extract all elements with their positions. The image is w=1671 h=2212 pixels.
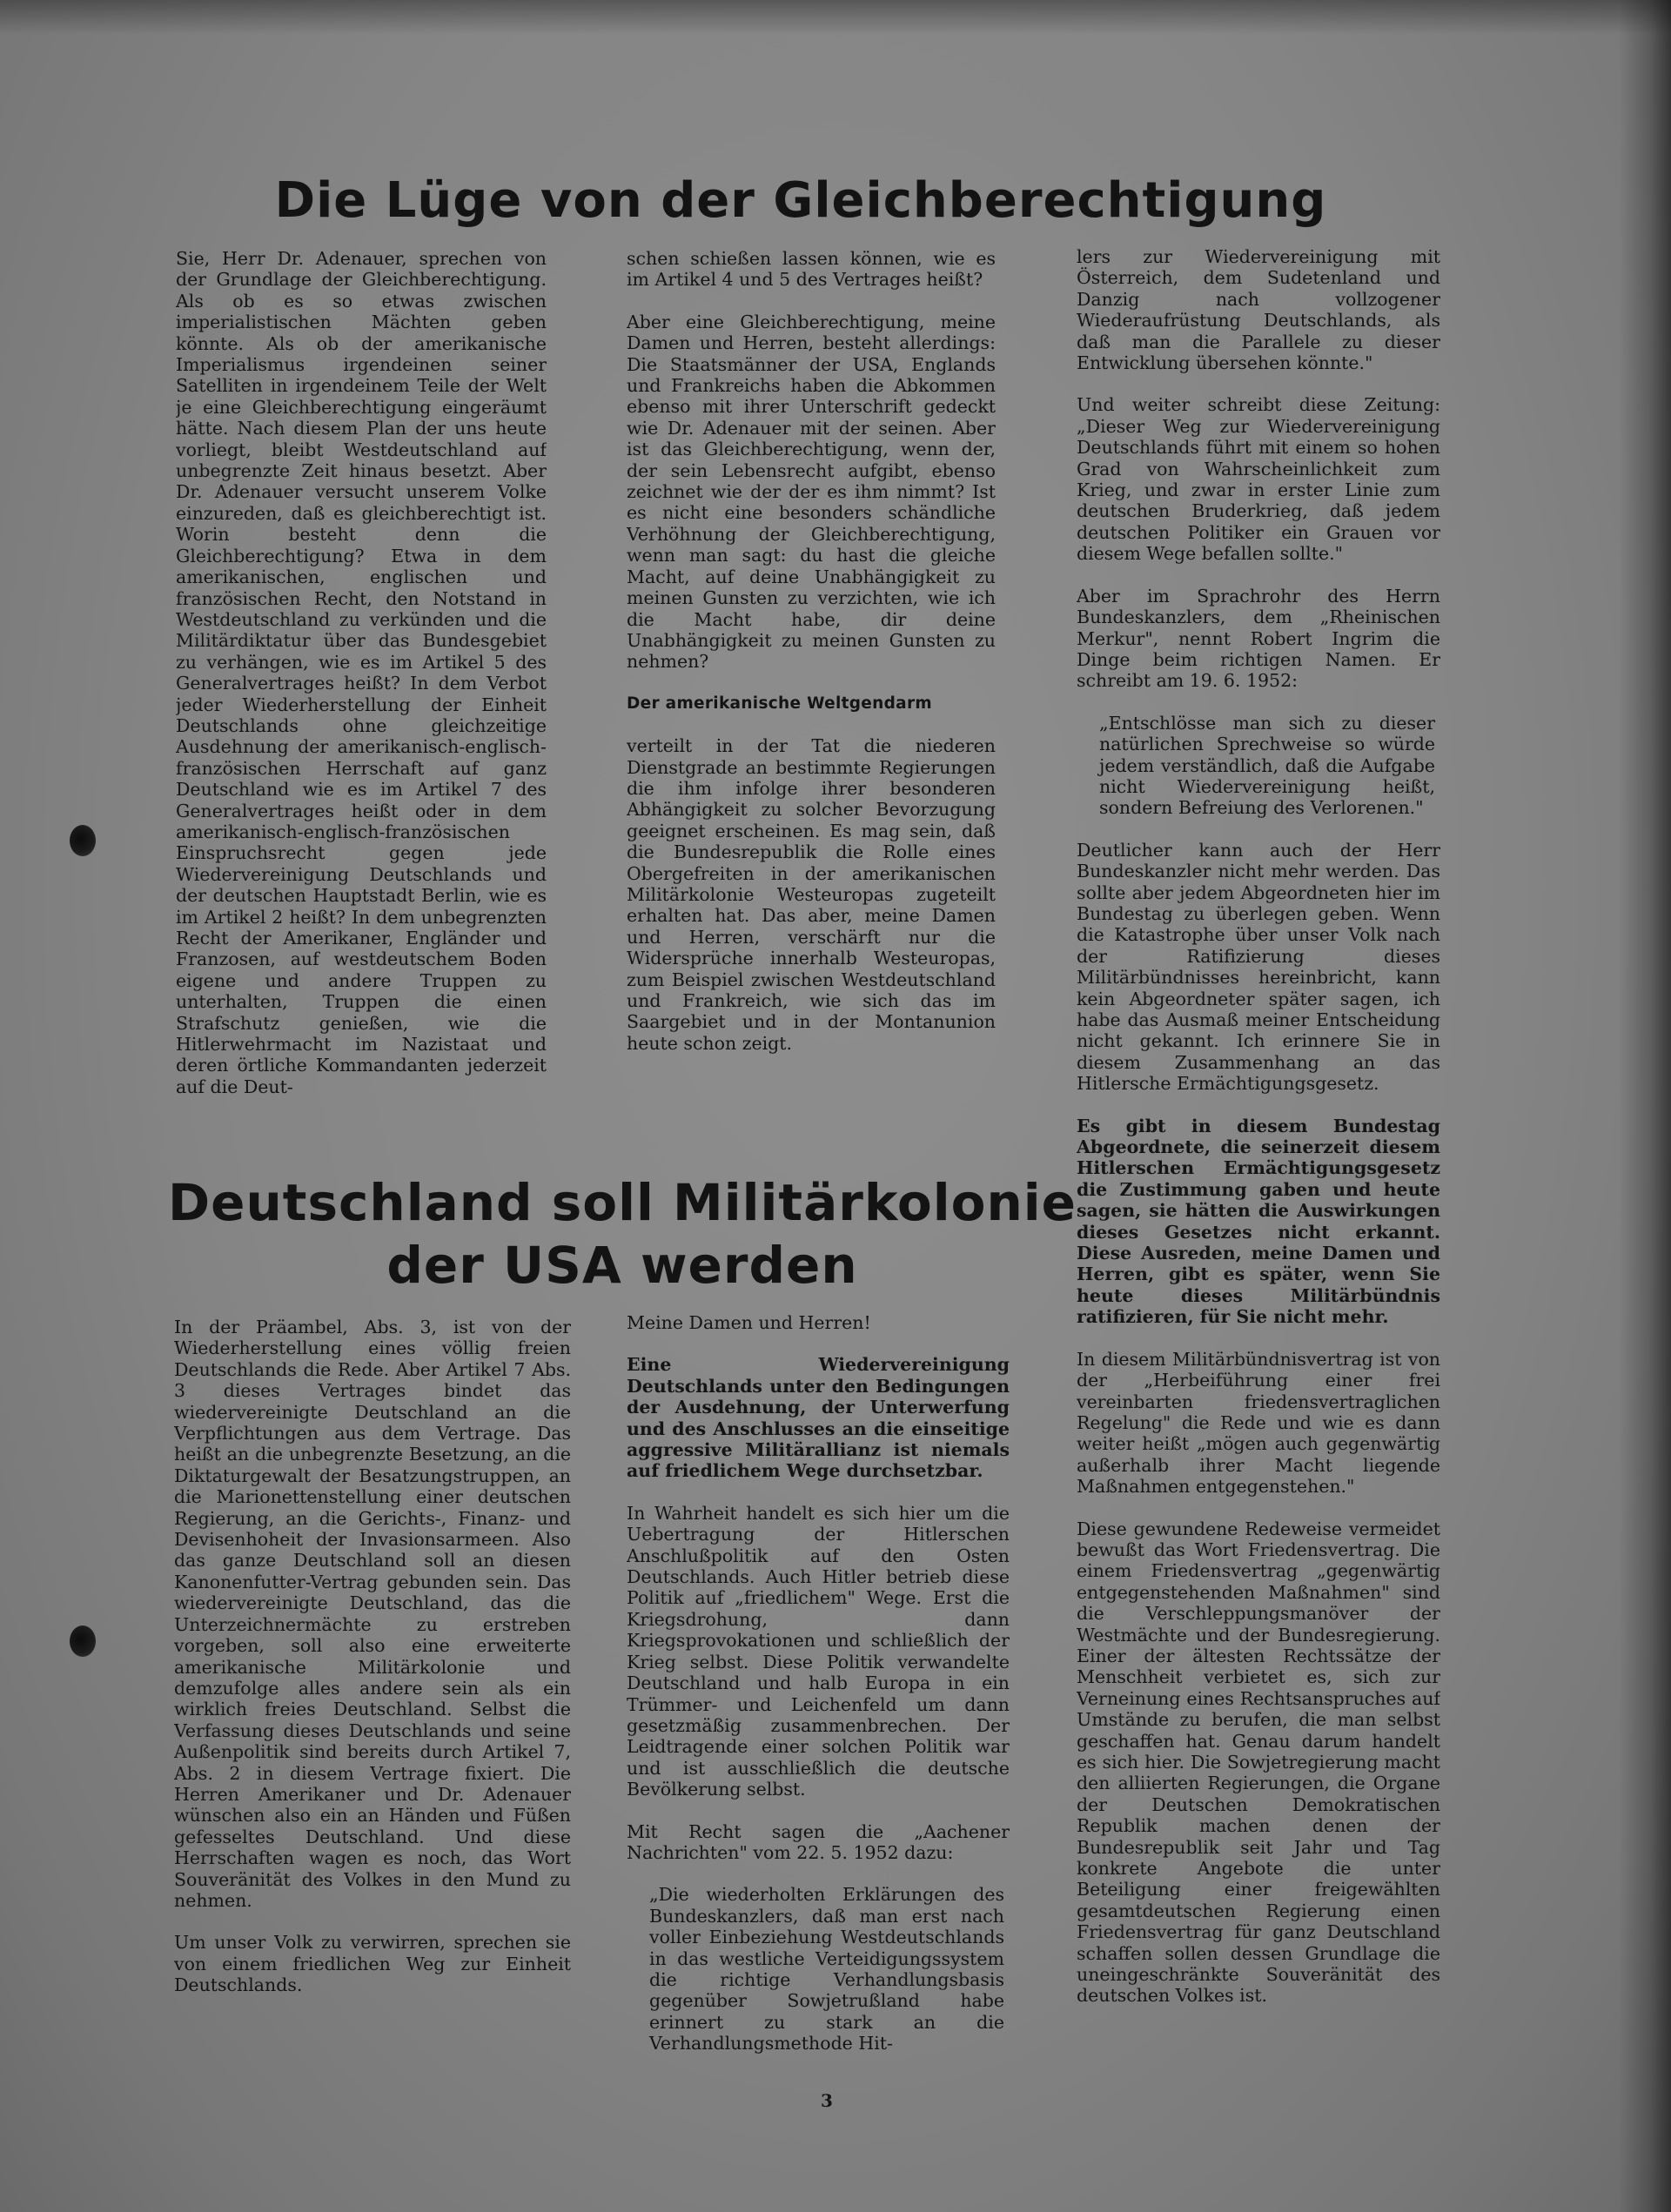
article-column-4 [174,1317,571,2100]
column-2-paragraph-1: schen schießen lassen können, wie es im Artikel 4 und 5 des Vertrages heißt? [627,248,996,291]
subheading-weltgendarm: Der amerikanische Weltgendarm [627,694,932,713]
column-2-paragraph-3: verteilt in der Tat die niederen Dienstgrade an bestimmte Regierungen die ihm infolge ihrer besonderen Abhängigkeit zu solcher Bevorzugung geeignet erscheinen. Es mag sein, daß die Bundesrepublik die Rolle eines Obergefreiten in der amerikanischen Militärkolonie Westeuropas zugeteilt erhalten hat. Das aber, meine Damen und Herren, verschärft nur die Widersprüche innerhalb Westeuropas, zum Beispiel zwischen Westdeutschland und Frankreich, wie sich das im Saargebiet und in der Montanunion heute schon zeigt. [627,735,996,1054]
column-5-paragraph-3: Mit Recht sagen die „Aachener Nachrichten" vom 22. 5. 1952 dazu: [627,1820,1010,1863]
article-column-3 [1077,246,1440,2074]
column-5-salutation: Meine Damen und Herren! [627,1312,871,1333]
article-column-2 [627,248,996,1136]
headline-2-line-2: der USA werden [386,1236,858,1295]
punch-hole-lower [70,1625,96,1657]
column-5-paragraph-2: In Wahrheit handelt es sich hier um die Uebertragung der Hitlerschen Anschlußpolitik auf den Osten Deutschlands. Auch Hitler betrieb diese Politik auf „friedlichem" Wege. Erst die Kriegsdrohung, dann Kriegsprovokationen und schließlich der Krieg selbst. Diese Politik verwandelte Deutschland und halb Europa in ein Trümmer- und Leichenfeld um dann gesetzmäßig zusammenbrechen. Der Leidtragende einer solchen Politik war und ist ausschließlich die deutsche Bevölkerung selbst. [627,1502,1010,1800]
column-2-paragraph-2: Aber eine Gleichberechtigung, meine Damen und Herren, besteht allerdings: Die Staatsmänner der USA, Englands und Frankreichs haben die Abkommen ebenso mit ihrer Unterschrift gedeckt wie Dr. Adenauer mit der seinen. Aber ist das Gleichberechtigung, wenn der, der sein Lebensrecht aufgibt, ebenso zeichnet wie der der es ihm nimmt? Ist es nicht eine besonders schändliche Verhöhnung der Gleichberechtigung, wenn man sagt: du hast die gleiche Macht, auf deine Unabhängigkeit zu meinen Gunsten zu verzichten, wie ich die Macht habe, dir deine Unabhängigkeit zu meinen Gunsten zu nehmen? [627,311,996,673]
column-4-paragraph-2: Um unser Volk zu verwirren, sprechen sie von einem friedlichen Weg zur Einheit Deutschlands. [174,1932,571,1996]
page-top-shadow [0,0,1671,35]
column-3-paragraph-7: Diese gewundene Redeweise vermeidet bewußt das Wort Friedensvertrag. Die einem Friedensvertrag „gegenwärtig entgegenstehenden Maßnahmen" sind die Verschleppungsmanöver der Westmächte und der Bundesregierung. Einer der ältesten Rechtssätze der Menschheit verbietet es, sich zur Verneinung eines Rechtsanspruches auf Umstände zu berufen, die man selbst geschaffen hat. Genau darum handelt es sich hier. Die Sowjetregierung macht den alliierten Regierungen, die Organe der Deutschen Demokratischen Republik machen denen der Bundesrepublik seit Jahr und Tag konkrete Angebote die unter Beteiligung einer freigewählten gesamtdeutschen Regierung einen Friedensvertrag für ganz Deutschland schaffen sollen dessen Grundlage die uneingeschränkte Souveränität des deutschen Volkes ist. [1077,1518,1440,2007]
column-5-paragraph-1: Eine Wiedervereinigung Deutschlands unter den Bedingungen der Ausdehnung, der Unterwerfung und des Anschlusses an die einseitige aggressive Militärallianz ist niemals auf friedlichem Wege durchsetzbar. [627,1354,1010,1482]
article-column-1 [176,248,547,1144]
column-3-quote: „Entschlösse man sich zu dieser natürlichen Sprechweise so würde jedem verständlich, daß die Aufgabe nicht Wiedervereinigung heißt, sondern Befreiung des Verlorenen." [1099,712,1435,819]
column-3-paragraph-1: lers zur Wiedervereinigung mit Österreich, dem Sudetenland und Danzig nach vollzogener Wiederaufrüstung Deutschlands, als daß man die Parallele zu dieser Entwicklung übersehen könnte." [1077,246,1440,374]
headline-military-colony [122,1171,1123,1297]
page-number: 3 [821,2090,833,2111]
article-column-5 [627,1312,1010,2095]
column-5-quote: „Die wiederholten Erklärungen des Bundeskanzlers, daß man erst nach voller Einbeziehung Westdeutschlands in das westliche Verteidigungssystem die richtige Verhandlungsbasis gegenüber Sowjetrußland habe erinnert zu stark an die Verhandlungsmethode Hit- [649,1884,1004,2054]
column-3-paragraph-3: Aber im Sprachrohr des Herrn Bundeskanzlers, dem „Rheinischen Merkur", nennt Robert Ingrim die Dinge beim richtigen Namen. Er schreibt am 19. 6. 1952: [1077,585,1440,692]
headline-2-line-1: Deutschland soll Militärkolonie [168,1173,1077,1232]
page-right-shadow [1619,0,1671,2212]
column-3-paragraph-5: Es gibt in diesem Bundestag Abgeordnete, die seinerzeit diesem Hitlerschen Ermächtigungsgesetz die Zustimmung gaben und heute sagen, sie hätten die Auswirkungen dieses Gesetzes nicht erkannt. Diese Ausreden, meine Damen und Herren, gibt es später, wenn Sie heute dieses Militärbündnis ratifizieren, für Sie nicht mehr. [1077,1115,1440,1328]
column-1-text: Sie, Herr Dr. Adenauer, sprechen von der Grundlage der Gleichberechtigung. Als ob es so etwas zwischen imperialistischen Mächten geben könnte. Als ob der amerikanische Imperialismus irgendeinen seiner Satelliten in irgendeinem Teile der Welt je eine Gleichberechtigung eingeräumt hätte. Nach diesem Plan der uns heute vorliegt, bleibt Westdeutschland auf unbegrenzte Zeit hinaus besetzt. Aber Dr. Adenauer versucht unserem Volke einzureden, daß es gleichberechtigt ist. Worin besteht denn die Gleichberechtigung? Etwa in dem amerikanischen, englischen und französischen Recht, den Notstand in Westdeutschland zu verkünden und die Militärdiktatur über das Bundesgebiet zu verhängen, wie es im Artikel 5 des Generalvertrages heißt? In dem Verbot jeder Wiederherstellung der Einheit Deutschlands ohne gleichzeitige Ausdehnung der amerikanisch-englisch-französischen Herrschaft auf ganz Deutschland wie es im Artikel 7 des Generalvertrages heißt oder in dem amerikanisch-englisch-französischen Einspruchsrecht gegen jede Wiedervereinigung Deutschlands und der deutschen Hauptstadt Berlin, wie es im Artikel 2 heißt? In dem unbegrenzten Recht der Amerikaner, Engländer und Franzosen, auf westdeutschem Boden eigene und andere Truppen zu unterhalten, Truppen die einen Strafschutz genießen, wie die Hitlerwehrmacht im Nazistaat und deren örtliche Kommandanten jederzeit auf die Deut- [176,248,547,1097]
column-3-paragraph-6: In diesem Militärbündnisvertrag ist von der „Herbeiführung einer frei vereinbarten friedensvertraglichen Regelung" die Rede und wie es dann weiter heißt „mögen auch gegenwärtig außerhalb ihrer Macht liegende Maßnahmen entgegenstehen." [1077,1348,1440,1498]
column-3-paragraph-4: Deutlicher kann auch der Herr Bundeskanzler nicht mehr werden. Das sollte aber jedem Abgeordneten hier im Bundestag zu überlegen geben. Wenn die Katastrophe über unser Volk nach der Ratifizierung dieses Militärbündnisses hereinbricht, kann kein Abgeordneter später sagen, ich habe das Ausmaß meiner Entscheidung nicht gekannt. Ich erinnere Sie in diesem Zusammenhang an das Hitlersche Ermächtigungsgesetz. [1077,839,1440,1095]
punch-hole-upper [70,825,96,856]
column-4-paragraph-1: In der Präambel, Abs. 3, ist von der Wiederherstellung eines völlig freien Deutschlands die Rede. Aber Artikel 7 Abs. 3 dieses Vertrages bindet das wiedervereinigte Deutschland an die Verpflichtungen aus dem Vertrage. Das heißt an die unbegrenzte Besetzung, an die Diktaturgewalt der Besatzungstruppen, an die Marionettenstellung einer deutschen Regierung, an die Gerichts-, Finanz- und Devisenhoheit der Invasionsarmeen. Also das ganze Deutschland soll an diesen Kanonenfutter-Vertrag gebunden sein. Das wiedervereinigte Deutschland, das die Unterzeichnermächte zu erstreben vorgeben, soll also eine erweiterte amerikanische Militärkolonie und demzufolge alles andere sein als ein wirklich freies Deutschland. Selbst die Verfassung dieses Deutschlands und seine Außenpolitik sind bereits durch Artikel 7, Abs. 2 in diesem Vertrage fixiert. Die Herren Amerikaner und Dr. Adenauer wünschen also ein an Händen und Füßen gefesseltes Deutschland. Und diese Herrschaften wagen es noch, das Wort Souveränität des Volkes in den Mund zu nehmen. [174,1317,571,1911]
headline-equality: Die Lüge von der Gleichberechtigung [274,172,1327,229]
column-3-paragraph-2: Und weiter schreibt diese Zeitung: „Dieser Weg zur Wiedervereinigung Deutschlands führt mit einem so hohen Grad von Wahrscheinlichkeit zum Krieg, und zwar in erster Linie zum deutschen Bruderkrieg, daß jedem deutschen Politiker ein Grauen vor diesem Wege befallen sollte." [1077,394,1440,565]
